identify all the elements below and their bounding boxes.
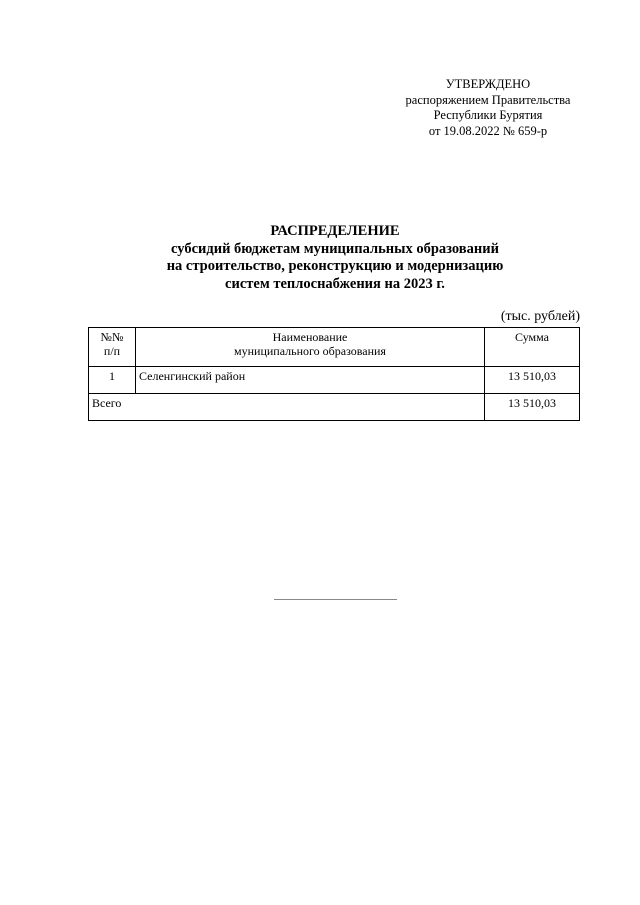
table-row: [89, 367, 580, 394]
header-number: [89, 328, 136, 367]
header-name-line1: Наименование: [272, 330, 348, 344]
header-sum: Сумма: [485, 328, 580, 367]
row-municipality: Селенгинский район: [136, 367, 485, 394]
total-label: Всего: [89, 394, 485, 421]
table-header-row: [89, 328, 580, 367]
header-name: [136, 328, 485, 367]
distribution-table: [88, 327, 580, 421]
title-heading: РАСПРЕДЕЛЕНИЕ: [270, 223, 400, 239]
document-title: [90, 223, 580, 293]
approval-issuer: распоряжением Правительства: [405, 92, 571, 107]
total-row: [89, 394, 580, 421]
title-line-3: на строительство, реконструкцию и модернизацию: [166, 258, 504, 274]
approval-republic: Республики Бурятия: [433, 108, 543, 122]
approval-heading: УТВЕРЖДЕНО: [445, 77, 531, 91]
header-number-line2: п/п: [103, 344, 121, 358]
header-number-line1: №№: [100, 330, 124, 344]
header-name-line2: муниципального образования: [234, 344, 386, 358]
units-label: (тыс. рублей): [500, 309, 580, 324]
row-number: 1: [89, 367, 136, 394]
approval-date-number: от 19.08.2022 № 659-р: [428, 123, 548, 138]
title-line-4: систем теплоснабжения на 2023 г.: [225, 275, 445, 292]
title-line-2: субсидий бюджетам муниципальных образований: [171, 240, 499, 257]
row-sum: 13 510,03: [485, 367, 580, 394]
total-sum: 13 510,03: [485, 394, 580, 421]
end-divider: [274, 599, 397, 600]
approval-stamp: [398, 77, 578, 139]
